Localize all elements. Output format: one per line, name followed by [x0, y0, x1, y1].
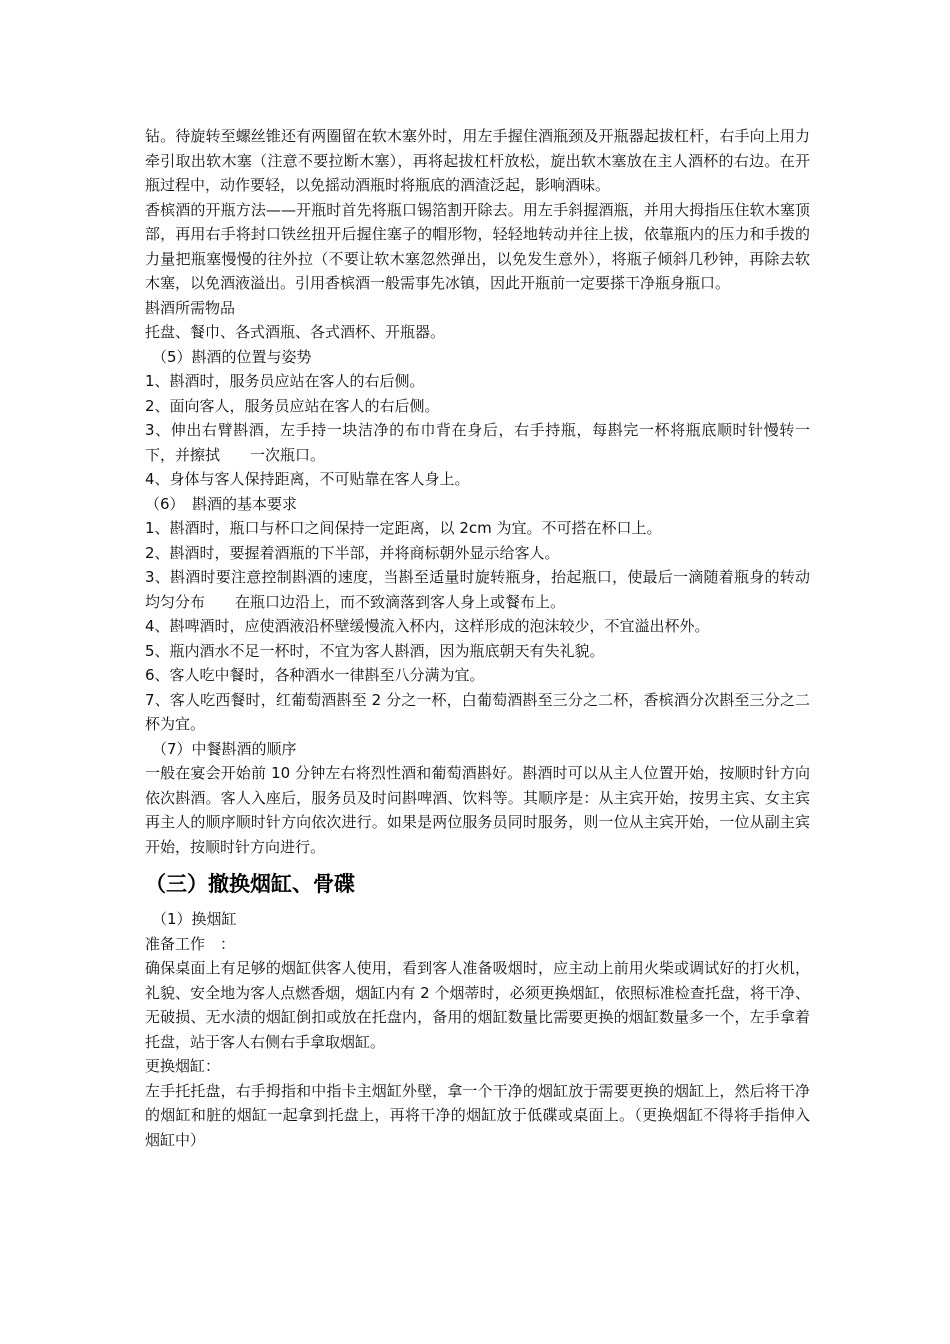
subheading: 更换烟缸：: [145, 1057, 221, 1075]
list-item: 1、斟酒时，服务员应站在客人的右后侧。: [145, 372, 425, 390]
list-item: 7、客人吃西餐时，红葡萄酒斟至 2 分之一杯，白葡萄酒斟至三分之二杯，香槟酒分次斟至三分之二杯为宜。: [145, 690, 810, 733]
subheading: （5）斟酒的位置与姿势: [152, 347, 312, 366]
subheading: （7）中餐斟酒的顺序: [152, 739, 297, 758]
subheading: 准备工作 ：: [145, 934, 236, 953]
list-item: 5、瓶内酒水不足一杯时，不宜为客人斟酒，因为瓶底朝天有失礼貌。: [145, 641, 605, 660]
list-item: 4、斟啤酒时，应使酒液沿杯壁缓慢流入杯内，这样形成的泡沫较少，不宜溢出杯外。: [145, 617, 710, 635]
subheading: 斟酒所需物品: [145, 298, 236, 317]
list-item: 1、斟酒时，瓶口与杯口之间保持一定距离，以 2cm 为宜。不可搭在杯口上。: [145, 519, 662, 537]
body-paragraph: 确保桌面上有足够的烟缸供客人使用，看到客人准备吸烟时，应主动上前用火柴或调试好的打火机，礼貌、安全地为客人点燃香烟，烟缸内有 2 个烟蒂时，必须更换烟缸，依照标准检查托盘，将干净、无破损、无水渍的烟缸倒扣或放在托盘内，备用的烟缸数量比需要更换的烟缸数量多一个，左手拿着托盘，站于客人右侧右手拿取烟缸。: [145, 959, 810, 1051]
body-paragraph: 一般在宴会开始前 10 分钟左右将烈性酒和葡萄酒斟好。斟酒时可以从主人位置开始，按顺时针方向依次斟酒。客人入座后，服务员及时问斟啤酒、饮料等。其顺序是：从主宾开始，按男主宾、女主宾再主人的顺序顺时针方向依次进行。如果是两位服务员同时服务，则一位从主宾开始，一位从副主宾开始，按顺时针方向进行。: [145, 764, 810, 856]
list-item: 6、客人吃中餐时，各种酒水一律斟至八分满为宜。: [145, 666, 485, 684]
list-item: 4、身体与客人保持距离，不可贴靠在客人身上。: [145, 470, 470, 488]
subheading: （6） 斟酒的基本要求: [145, 494, 298, 513]
list-item: 2、面向客人，服务员应站在客人的右后侧。: [145, 396, 440, 415]
body-paragraph: 香槟酒的开瓶方法——开瓶时首先将瓶口锡箔割开除去。用左手斜握酒瓶，并用大拇指压住软木塞顶部，再用右手将封口铁丝扭开后握住塞子的帽形物，轻轻地转动并往上拔，依靠瓶内的压力和手拨的力量把瓶塞慢慢的往外拉（不要让软木塞忽然弹出，以免发生意外），将瓶子倾斜几秒钟，再除去软木塞，以免酒液溢出。引用香槟酒一般需事先冰镇，因此开瓶前一定要搽干净瓶身瓶口。: [145, 200, 810, 292]
section-heading: （三）撤换烟缸、骨碟: [145, 871, 355, 896]
document-page: [145, 124, 810, 1152]
body-paragraph: 左手托托盘，右手拇指和中指卡主烟缸外壁，拿一个干净的烟缸放于需要更换的烟缸上，然后将干净的烟缸和脏的烟缸一起拿到托盘上，再将干净的烟缸放于低碟或桌面上。（更换烟缸不得将手指伸入烟缸中）: [145, 1081, 810, 1149]
body-paragraph: 托盘、餐巾、各式酒瓶、各式酒杯、开瓶器。: [145, 323, 446, 341]
list-item: 3、伸出右臂斟酒，左手持一块洁净的布巾背在身后，右手持瓶，每斟完一杯将瓶底顺时针慢转一下，并擦拭 一次瓶口。: [145, 421, 810, 464]
subheading: （1）换烟缸: [152, 910, 237, 928]
body-paragraph: 钻。待旋转至螺丝锥还有两圈留在软木塞外时，用左手握住酒瓶颈及开瓶器起拔杠杆，右手向上用力牵引取出软木塞（注意不要拉断木塞），再将起拔杠杆放松，旋出软木塞放在主人酒杯的右边。在开瓶过程中，动作要轻，以免摇动酒瓶时将瓶底的酒渣泛起，影响酒味。: [145, 127, 810, 194]
list-item: 3、斟酒时要注意控制斟酒的速度，当斟至适量时旋转瓶身，抬起瓶口，使最后一滴随着瓶身的转动均匀分布 在瓶口边沿上，而不致滴落到客人身上或餐布上。: [145, 568, 810, 611]
list-item: 2、斟酒时，要握着酒瓶的下半部，并将商标朝外显示给客人。: [145, 543, 560, 562]
